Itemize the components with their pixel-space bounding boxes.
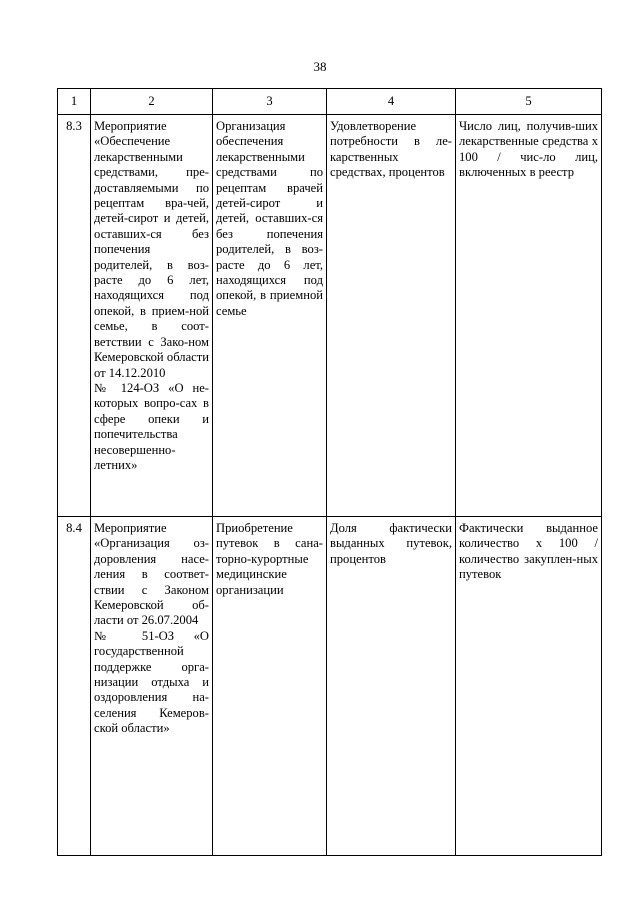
column-header-1: 1 bbox=[58, 89, 91, 115]
table-header-row bbox=[58, 89, 602, 115]
content-cell: Организация обеспечения лекарственными средствами по рецептам врачей детей-сирот и детей, оставших-ся без попечения родителей, в воз-расте до 6 лет, находящихся под опекой, в приемной семье bbox=[213, 115, 327, 517]
indicator-cell: Доля фактически выданных путевок, процентов bbox=[327, 517, 456, 856]
row-number-cell: 8.3 bbox=[58, 115, 91, 517]
column-header-5: 5 bbox=[456, 89, 602, 115]
column-header-3: 3 bbox=[213, 89, 327, 115]
formula-cell: Число лиц, получив-ших лекарственные средства x 100 / чис-ло лиц, включенных в реестр bbox=[456, 115, 602, 517]
event-cell: Мероприятие «Обеспечение лекарственными средствами, пре-доставляемыми по рецептам вра-чей, детей-сирот и детей, оставших-ся без попечения родителей, в воз-расте до 6 лет, находящихся под опекой, в прием-ной семье, в соот-ветствии с Зако-ном Кемеровской области от 14.12.2010 № 124-ОЗ «О не-которых вопро-сах в сфере опеки и попечительства несовершенно-летних» bbox=[91, 115, 213, 517]
content-cell: Приобретение путевок в сана-торно-курортные медицинские организации bbox=[213, 517, 327, 856]
column-header-2: 2 bbox=[91, 89, 213, 115]
table-row bbox=[58, 517, 602, 856]
column-header-4: 4 bbox=[327, 89, 456, 115]
document-table bbox=[57, 88, 602, 856]
formula-cell: Фактически выданное количество x 100 / количество закуплен-ных путевок bbox=[456, 517, 602, 856]
table-row bbox=[58, 115, 602, 517]
event-cell: Мероприятие «Организация оз-доровления насе-ления в соответ-ствии с Законом Кемеровской об-ласти от 26.07.2004 № 51-ОЗ «О государственной поддержке орга-низации отдыха и оздоровления на-селения Кемеров-ской области» bbox=[91, 517, 213, 856]
page-number: 38 bbox=[313, 59, 327, 74]
row-number-cell: 8.4 bbox=[58, 517, 91, 856]
indicator-cell: Удовлетворение потребности в ле-карственных средствах, процентов bbox=[327, 115, 456, 517]
